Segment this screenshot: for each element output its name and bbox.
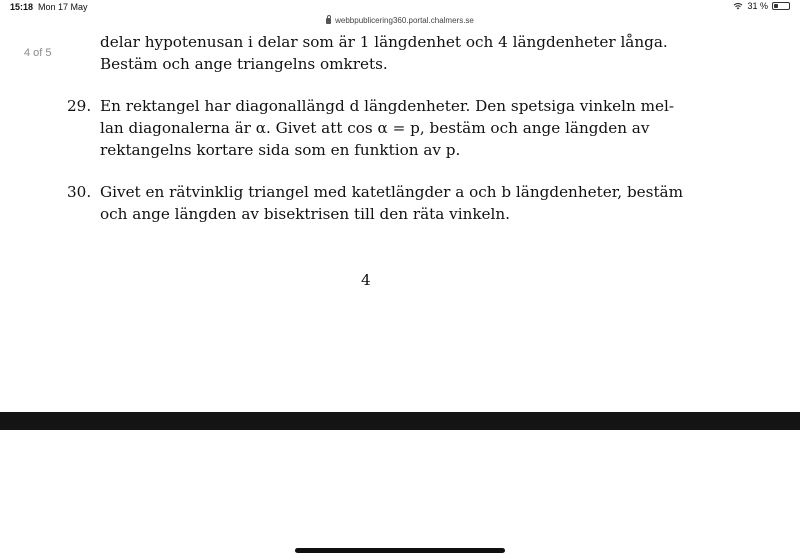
problem-line: och ange längden av bisektrisen till den räta vinkeln. [100,205,511,223]
problem-line: En rektangel har diagonallängd d längdenheter. Den spetsiga vinkeln mel- [100,97,675,115]
url-text: webbpublicering360.portal.chalmers.se [335,15,474,25]
status-date: Mon 17 May [38,2,88,12]
battery-icon [772,2,790,10]
lock-icon [326,18,331,24]
page-indicator: 4 of 5 [24,47,52,59]
problem-number: 29. [67,97,92,115]
page-separator [0,412,800,430]
status-bar [0,0,800,14]
battery-percent: 31 % [747,1,768,11]
problem-line: Givet en rätvinklig triangel med katetlängder a och b längdenheter, bestäm [100,183,684,201]
wifi-icon [733,2,743,10]
problem-number: 30. [67,183,92,201]
continuation-line: Bestäm och ange triangelns omkrets. [100,55,388,73]
home-indicator[interactable] [295,548,505,553]
problem-line: rektangelns kortare sida som en funktion av p. [100,141,461,159]
url-bar[interactable] [0,14,800,26]
problem-line: lan diagonalerna är α. Givet att cos α = p, bestäm och ange längden av [100,119,650,137]
status-indicators [733,1,790,11]
page-number: 4 [361,271,371,289]
status-time: 15:18 [10,2,34,12]
continuation-line: delar hypotenusan i delar som är 1 längdenhet och 4 längdenheter långa. [100,33,668,51]
battery-fill [774,4,778,8]
